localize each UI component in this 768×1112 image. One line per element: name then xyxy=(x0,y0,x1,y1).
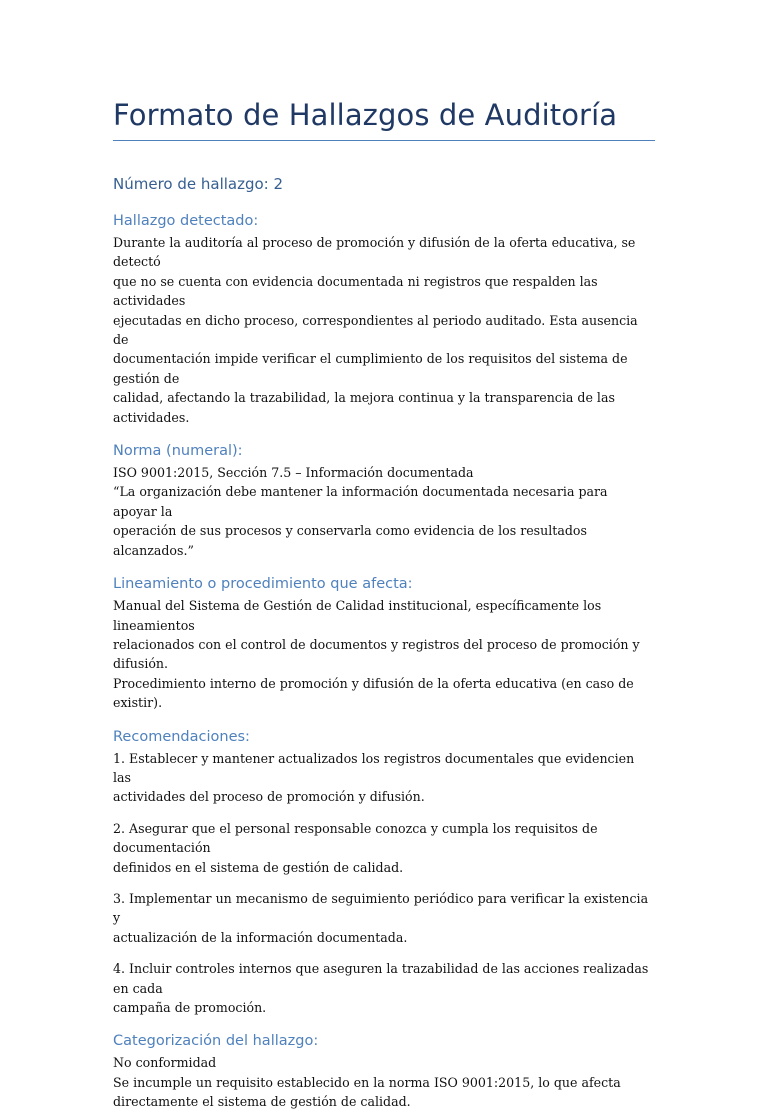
text-line: operación de sus procesos y conservarla como evidencia de los resultados alcanzados.” xyxy=(113,523,587,558)
recommendation-item xyxy=(113,889,655,947)
recommendation-item xyxy=(113,819,655,877)
text-line: Se incumple un requisito establecido en la norma ISO 9001:2015, lo que afecta xyxy=(113,1074,621,1090)
recommendation-item xyxy=(113,959,655,1017)
text-line: Procedimiento interno de promoción y difusión de la oferta educativa (en caso de existir). xyxy=(113,675,634,711)
guideline-paragraph xyxy=(113,596,655,712)
text-line: ejecutadas en dicho proceso, correspondientes al periodo auditado. Esta ausencia de xyxy=(113,312,638,348)
recommendation-item xyxy=(113,749,655,807)
text-line: calidad, afectando la trazabilidad, la mejora continua y la transparencia de las actividades. xyxy=(113,390,615,425)
text-line: que no se cuenta con evidencia documentada ni registros que respalden las actividades xyxy=(113,273,598,309)
finding-paragraph xyxy=(113,233,655,427)
norm-paragraph xyxy=(113,463,655,560)
section-norm xyxy=(113,441,655,560)
document-page xyxy=(113,0,655,1112)
text-line: actualización de la información documentada. xyxy=(113,929,408,945)
text-line: No conformidad xyxy=(113,1055,217,1071)
text-line: 4. Incluir controles internos que aseguren la trazabilidad de las acciones realizadas en cada xyxy=(113,961,649,996)
text-line: definidos en el sistema de gestión de calidad. xyxy=(113,859,404,875)
text-line: Durante la auditoría al proceso de promoción y difusión de la oferta educativa, se detectó xyxy=(113,235,636,270)
finding-number-heading: Número de hallazgo: 2 xyxy=(113,175,284,193)
recommendations-heading: Recomendaciones: xyxy=(113,728,250,745)
text-line: directamente el sistema de gestión de calidad. xyxy=(113,1094,411,1110)
section-categorization xyxy=(113,1031,655,1111)
text-line: relacionados con el control de documentos y registros del proceso de promoción y difusión. xyxy=(113,636,640,672)
text-line: actividades del proceso de promoción y difusión. xyxy=(113,789,425,805)
categorization-paragraph xyxy=(113,1053,655,1111)
document-title: Formato de Hallazgos de Auditoría xyxy=(113,98,618,132)
norm-heading: Norma (numeral): xyxy=(113,443,243,460)
section-finding xyxy=(113,211,655,427)
text-line: 2. Asegurar que el personal responsable conozca y cumpla los requisitos de documentación xyxy=(113,820,598,856)
finding-heading: Hallazgo detectado: xyxy=(113,213,259,229)
section-guideline xyxy=(113,574,655,712)
guideline-heading: Lineamiento o procedimiento que afecta: xyxy=(113,576,413,593)
section-recommendations xyxy=(113,727,655,1018)
text-line: “La organización debe mantener la información documentada necesaria para apoyar la xyxy=(113,484,608,519)
text-line: campaña de promoción. xyxy=(113,1000,267,1015)
text-line: ISO 9001:2015, Sección 7.5 – Información documentada xyxy=(113,465,474,481)
text-line: Manual del Sistema de Gestión de Calidad institucional, específicamente los lineamientos xyxy=(113,598,602,633)
categorization-heading: Categorización del hallazgo: xyxy=(113,1033,319,1050)
title-divider xyxy=(113,140,655,141)
text-line: documentación impide verificar el cumplimiento de los requisitos del sistema de gestión de xyxy=(113,351,628,386)
text-line: 1. Establecer y mantener actualizados los registros documentales que evidencien las xyxy=(113,750,635,785)
text-line: 3. Implementar un mecanismo de seguimiento periódico para verificar la existencia y xyxy=(113,890,649,926)
